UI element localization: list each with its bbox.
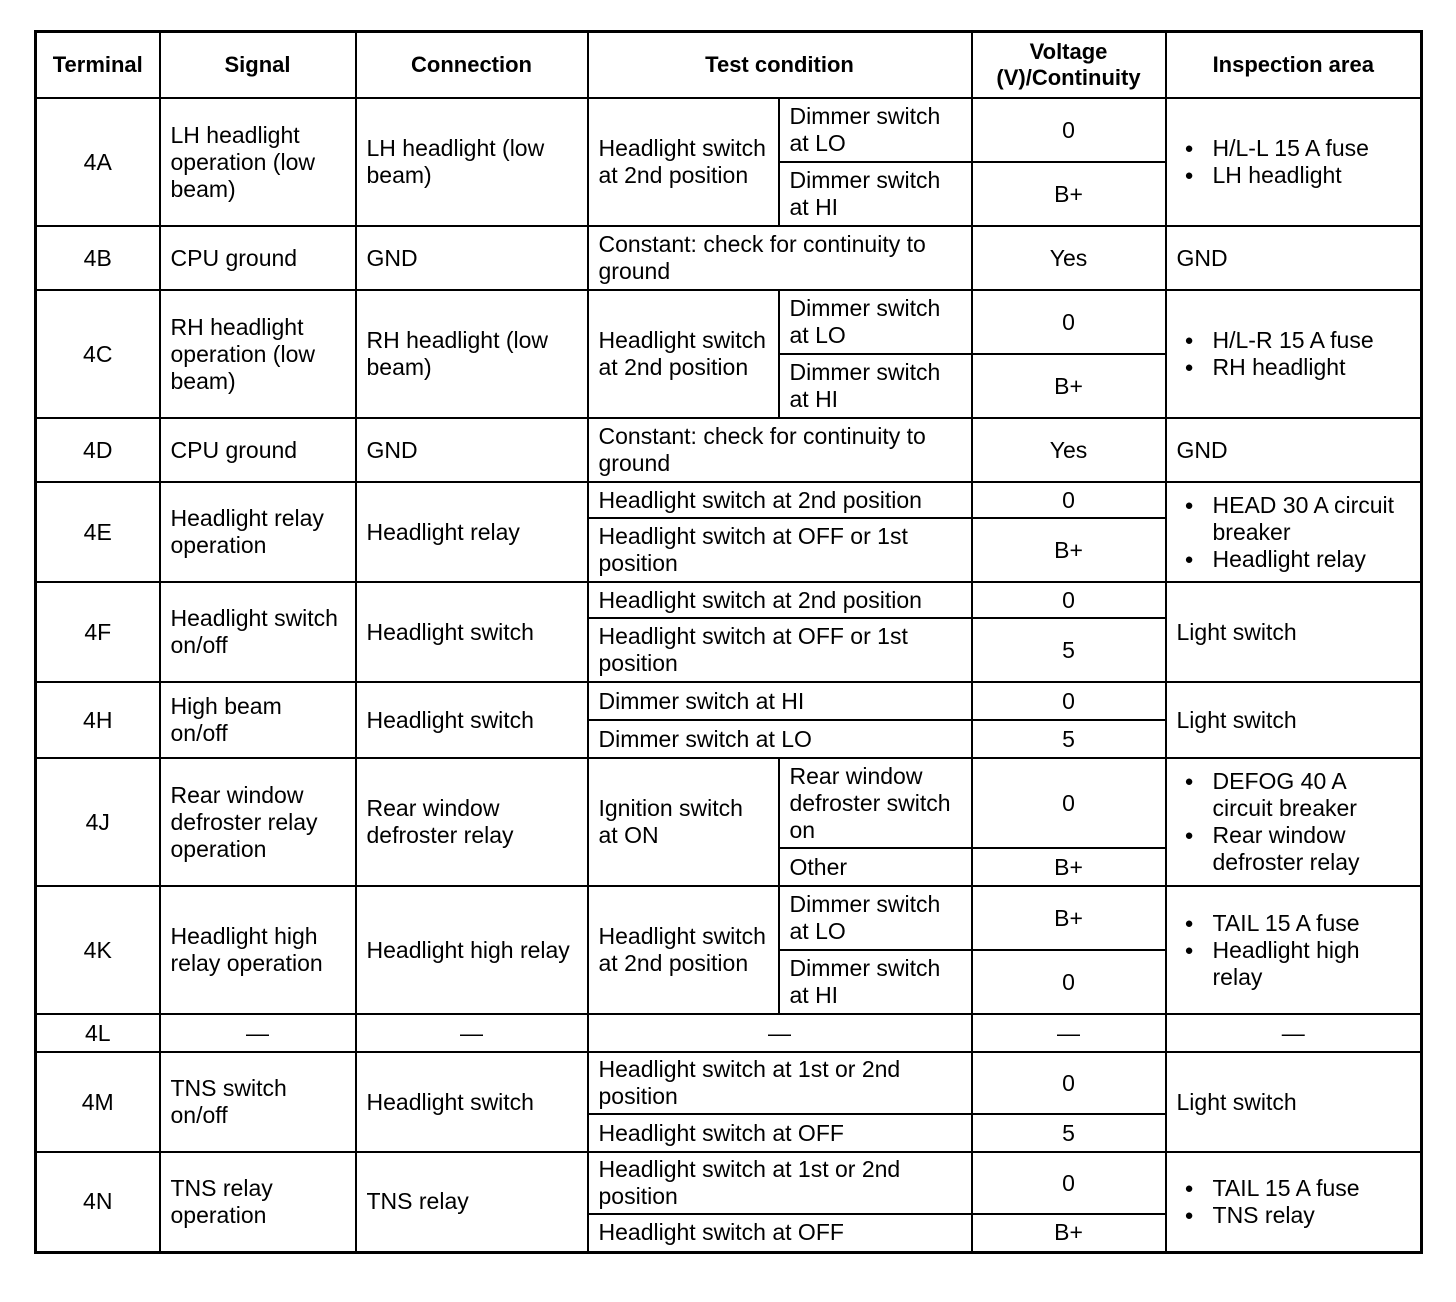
connection-cell: Headlight relay: [356, 482, 588, 582]
signal-cell: Headlight switch on/off: [160, 582, 356, 682]
test-condition-cell: Headlight switch at 2nd position: [588, 482, 972, 518]
connection-cell: —: [356, 1014, 588, 1052]
inspection-table-sheet: [34, 30, 1420, 1254]
signal-cell: CPU ground: [160, 226, 356, 290]
terminal-cell: 4E: [36, 482, 160, 582]
inspection-list: [1177, 492, 1411, 573]
voltage-cell: Yes: [972, 418, 1166, 482]
test-condition-cell: Constant: check for continuity to ground: [588, 226, 972, 290]
header-signal: Signal: [160, 32, 356, 99]
voltage-cell: 0: [972, 98, 1166, 162]
table-row: [36, 482, 1422, 518]
test-condition-cell: Headlight switch at 1st or 2nd position: [588, 1052, 972, 1114]
voltage-cell: 0: [972, 290, 1166, 354]
sub-condition-cell: Dimmer switch at HI: [779, 162, 972, 226]
terminal-cell: 4D: [36, 418, 160, 482]
terminal-inspection-table: [34, 30, 1423, 1254]
signal-cell: High beam on/off: [160, 682, 356, 758]
connection-cell: Headlight high relay: [356, 886, 588, 1014]
table-row: [36, 1014, 1422, 1052]
test-condition-cell: Headlight switch at 1st or 2nd position: [588, 1152, 972, 1214]
inspection-cell: Light switch: [1166, 582, 1422, 682]
inspection-cell: [1166, 290, 1422, 418]
header-voltage: Voltage (V)/Continuity: [972, 32, 1166, 99]
table-row: [36, 226, 1422, 290]
terminal-cell: 4A: [36, 98, 160, 226]
connection-cell: Headlight switch: [356, 582, 588, 682]
test-condition-cell: —: [588, 1014, 972, 1052]
table-row: [36, 418, 1422, 482]
sub-condition-cell: Rear window defroster switch on: [779, 758, 972, 848]
sub-condition-cell: Dimmer switch at HI: [779, 950, 972, 1014]
voltage-cell: —: [972, 1014, 1166, 1052]
signal-cell: Headlight relay operation: [160, 482, 356, 582]
connection-cell: LH headlight (low beam): [356, 98, 588, 226]
sub-condition-cell: Dimmer switch at LO: [779, 290, 972, 354]
inspection-cell: [1166, 1152, 1422, 1252]
inspection-list: [1177, 1175, 1411, 1229]
table-row: [36, 758, 1422, 848]
sub-condition-cell: Dimmer switch at LO: [779, 98, 972, 162]
signal-cell: TNS switch on/off: [160, 1052, 356, 1152]
sub-condition-cell: Dimmer switch at LO: [779, 886, 972, 950]
table-row: [36, 582, 1422, 618]
signal-cell: —: [160, 1014, 356, 1052]
terminal-cell: 4N: [36, 1152, 160, 1252]
inspection-cell: Light switch: [1166, 682, 1422, 758]
inspection-item: ● Headlight high relay: [1213, 937, 1411, 991]
signal-cell: Headlight high relay operation: [160, 886, 356, 1014]
inspection-item: ● H/L-L 15 A fuse: [1213, 135, 1411, 162]
inspection-cell: Light switch: [1166, 1052, 1422, 1152]
voltage-cell: 5: [972, 720, 1166, 758]
signal-cell: CPU ground: [160, 418, 356, 482]
inspection-cell: —: [1166, 1014, 1422, 1052]
voltage-cell: 5: [972, 1114, 1166, 1152]
voltage-cell: 0: [972, 682, 1166, 720]
voltage-cell: 0: [972, 758, 1166, 848]
header-row: [36, 32, 1422, 99]
test-condition-cell: Headlight switch at OFF or 1st position: [588, 518, 972, 582]
inspection-cell: [1166, 758, 1422, 886]
inspection-item: ● TNS relay: [1213, 1202, 1411, 1229]
test-condition-cell: Ignition switch at ON: [588, 758, 779, 886]
test-condition-cell: Headlight switch at OFF: [588, 1214, 972, 1252]
inspection-item: ● Headlight relay: [1213, 546, 1411, 573]
terminal-cell: 4C: [36, 290, 160, 418]
connection-cell: TNS relay: [356, 1152, 588, 1252]
voltage-cell: 0: [972, 1052, 1166, 1114]
table-row: [36, 1152, 1422, 1214]
terminal-cell: 4M: [36, 1052, 160, 1152]
voltage-cell: B+: [972, 848, 1166, 886]
connection-cell: GND: [356, 226, 588, 290]
inspection-list: [1177, 135, 1411, 189]
terminal-cell: 4F: [36, 582, 160, 682]
table-row: [36, 290, 1422, 354]
inspection-item: ● H/L-R 15 A fuse: [1213, 327, 1411, 354]
signal-cell: Rear window defroster relay operation: [160, 758, 356, 886]
connection-cell: RH headlight (low beam): [356, 290, 588, 418]
inspection-list: [1177, 768, 1411, 876]
terminal-cell: 4B: [36, 226, 160, 290]
voltage-cell: B+: [972, 1214, 1166, 1252]
terminal-cell: 4H: [36, 682, 160, 758]
inspection-item: ● RH headlight: [1213, 354, 1411, 381]
voltage-cell: B+: [972, 518, 1166, 582]
inspection-item: ● LH headlight: [1213, 162, 1411, 189]
terminal-cell: 4L: [36, 1014, 160, 1052]
inspection-cell: [1166, 482, 1422, 582]
test-condition-cell: Headlight switch at 2nd position: [588, 98, 779, 226]
connection-cell: Rear window defroster relay: [356, 758, 588, 886]
connection-cell: Headlight switch: [356, 682, 588, 758]
table-row: [36, 682, 1422, 720]
voltage-cell: 0: [972, 1152, 1166, 1214]
inspection-cell: GND: [1166, 418, 1422, 482]
header-test-condition: Test condition: [588, 32, 972, 99]
signal-cell: RH headlight operation (low beam): [160, 290, 356, 418]
voltage-cell: B+: [972, 354, 1166, 418]
inspection-item: ● TAIL 15 A fuse: [1213, 910, 1411, 937]
test-condition-cell: Dimmer switch at LO: [588, 720, 972, 758]
inspection-item: ● HEAD 30 A circuit breaker: [1213, 492, 1411, 546]
inspection-cell: [1166, 98, 1422, 226]
voltage-cell: B+: [972, 886, 1166, 950]
test-condition-cell: Dimmer switch at HI: [588, 682, 972, 720]
connection-cell: Headlight switch: [356, 1052, 588, 1152]
voltage-cell: 0: [972, 950, 1166, 1014]
inspection-list: [1177, 910, 1411, 991]
header-terminal: Terminal: [36, 32, 160, 99]
test-condition-cell: Headlight switch at 2nd position: [588, 886, 779, 1014]
table-row: [36, 98, 1422, 162]
connection-cell: GND: [356, 418, 588, 482]
inspection-cell: GND: [1166, 226, 1422, 290]
inspection-item: ● TAIL 15 A fuse: [1213, 1175, 1411, 1202]
voltage-cell: 5: [972, 618, 1166, 682]
table-row: [36, 1052, 1422, 1114]
header-inspection-area: Inspection area: [1166, 32, 1422, 99]
test-condition-cell: Headlight switch at 2nd position: [588, 290, 779, 418]
test-condition-cell: Constant: check for continuity to ground: [588, 418, 972, 482]
sub-condition-cell: Dimmer switch at HI: [779, 354, 972, 418]
inspection-cell: [1166, 886, 1422, 1014]
signal-cell: LH headlight operation (low beam): [160, 98, 356, 226]
terminal-cell: 4K: [36, 886, 160, 1014]
table-row: [36, 886, 1422, 950]
voltage-cell: 0: [972, 482, 1166, 518]
test-condition-cell: Headlight switch at 2nd position: [588, 582, 972, 618]
terminal-cell: 4J: [36, 758, 160, 886]
inspection-list: [1177, 327, 1411, 381]
header-connection: Connection: [356, 32, 588, 99]
voltage-cell: B+: [972, 162, 1166, 226]
test-condition-cell: Headlight switch at OFF or 1st position: [588, 618, 972, 682]
sub-condition-cell: Other: [779, 848, 972, 886]
test-condition-cell: Headlight switch at OFF: [588, 1114, 972, 1152]
voltage-cell: 0: [972, 582, 1166, 618]
voltage-cell: Yes: [972, 226, 1166, 290]
inspection-item: ● Rear window defroster relay: [1213, 822, 1411, 876]
signal-cell: TNS relay operation: [160, 1152, 356, 1252]
inspection-item: ● DEFOG 40 A circuit breaker: [1213, 768, 1411, 822]
